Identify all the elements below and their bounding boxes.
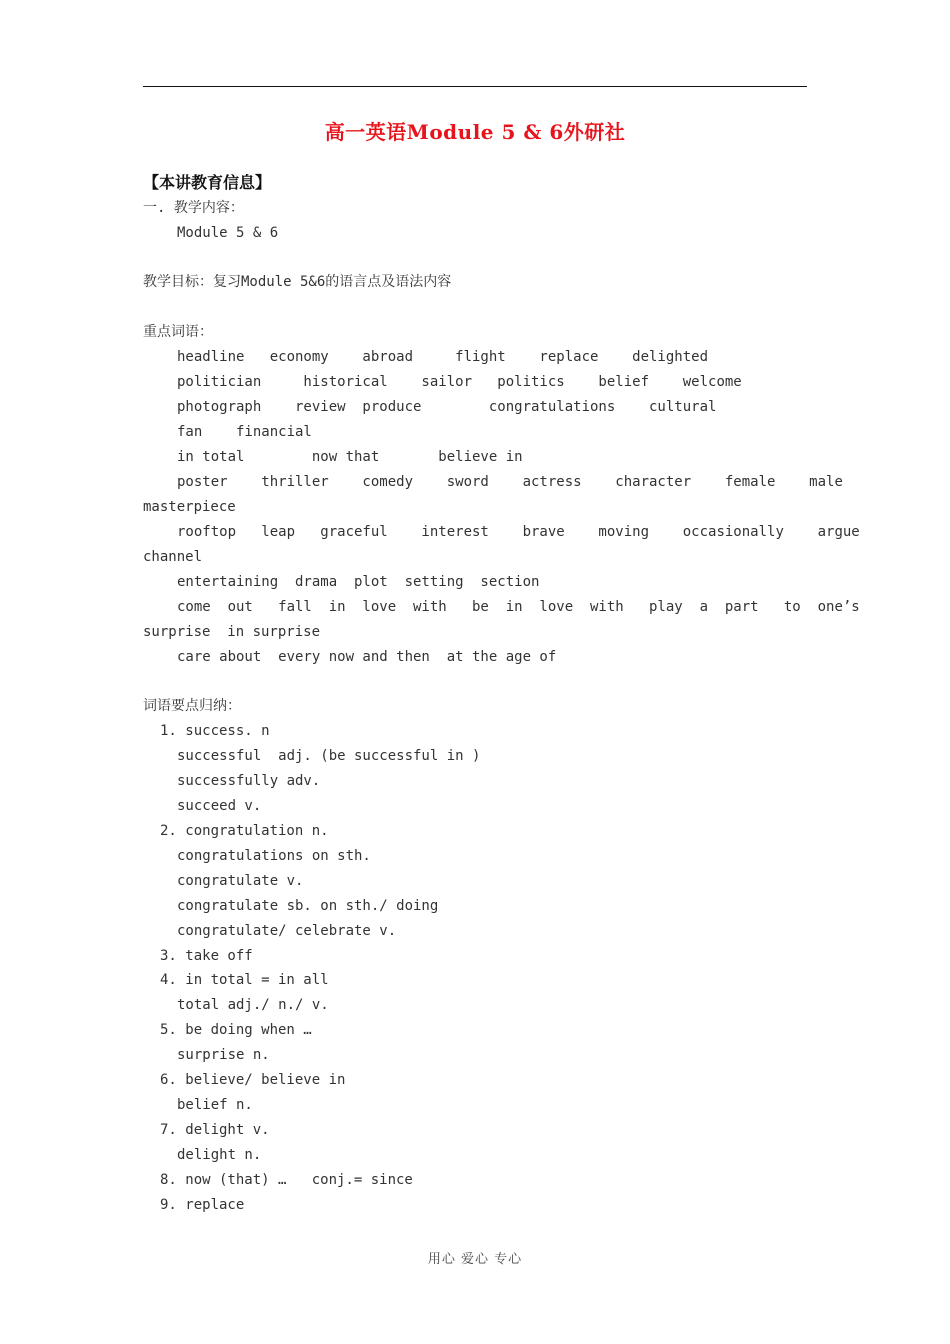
teaching-content-value: Module 5 & 6 (177, 225, 279, 241)
summary-item: congratulate v. (177, 873, 304, 889)
summary-item: succeed v. (177, 798, 262, 814)
key-words-line: masterpiece (143, 499, 236, 515)
summary-item: congratulate sb. on sth./ doing (177, 898, 439, 914)
summary-item: 7. delight v. (160, 1122, 270, 1138)
key-words-line: come out fall in love with be in love with play a part to one’s (177, 599, 860, 615)
summary-item: congratulations on sth. (177, 848, 371, 864)
page-footer: 用心 爱心 专心 (427, 1252, 523, 1267)
section-heading: 【本讲教育信息】 (143, 173, 272, 192)
summary-item: belief n. (177, 1097, 253, 1113)
summary-item: delight n. (177, 1147, 262, 1163)
summary-item: 6. believe/ believe in (160, 1072, 346, 1088)
summary-item: surprise n. (177, 1047, 270, 1063)
summary-item: 9. replace (160, 1197, 245, 1213)
key-words-line: photograph review produce congratulations cultural (177, 399, 717, 415)
summary-item: 3. take off (160, 948, 253, 964)
summary-item: 4. in total = in all (160, 972, 329, 988)
key-words-line: channel (143, 549, 203, 565)
header-rule (143, 86, 807, 87)
summary-item: 8. now (that) … conj.= since (160, 1172, 413, 1188)
summary-item: successfully adv. (177, 773, 321, 789)
key-words-line: care about every now and then at the age of (177, 649, 557, 665)
page-title: 高一英语Module 5 & 6外研社 (324, 120, 626, 144)
key-words-line: politician historical sailor politics belief welcome (177, 374, 742, 390)
summary-item: 1. success. n (160, 723, 270, 739)
summary-item: successful adj. (be successful in ) (177, 748, 481, 764)
key-words-line: poster thriller comedy sword actress character female male (177, 474, 843, 490)
key-words-line: surprise in surprise (143, 624, 321, 640)
teaching-goal: 教学目标：复习Module 5&6的语言点及语法内容 (143, 274, 452, 290)
key-words-line: rooftop leap graceful interest brave moving occasionally argue (177, 524, 860, 540)
summary-label: 词语要点归纳： (143, 698, 241, 714)
key-words-line: in total now that believe in (177, 449, 523, 465)
key-words-line: headline economy abroad flight replace delighted (177, 349, 709, 365)
summary-item: total adj./ n./ v. (177, 997, 329, 1013)
key-words-line: entertaining drama plot setting section (177, 574, 540, 590)
summary-item: congratulate/ celebrate v. (177, 923, 397, 939)
summary-item: 5. be doing when … (160, 1022, 312, 1038)
summary-item: 2. congratulation n. (160, 823, 329, 839)
teaching-content-label: 一. 教学内容： (143, 200, 244, 216)
key-words-line: fan financial (177, 424, 312, 440)
key-words-label: 重点词语： (143, 324, 213, 340)
